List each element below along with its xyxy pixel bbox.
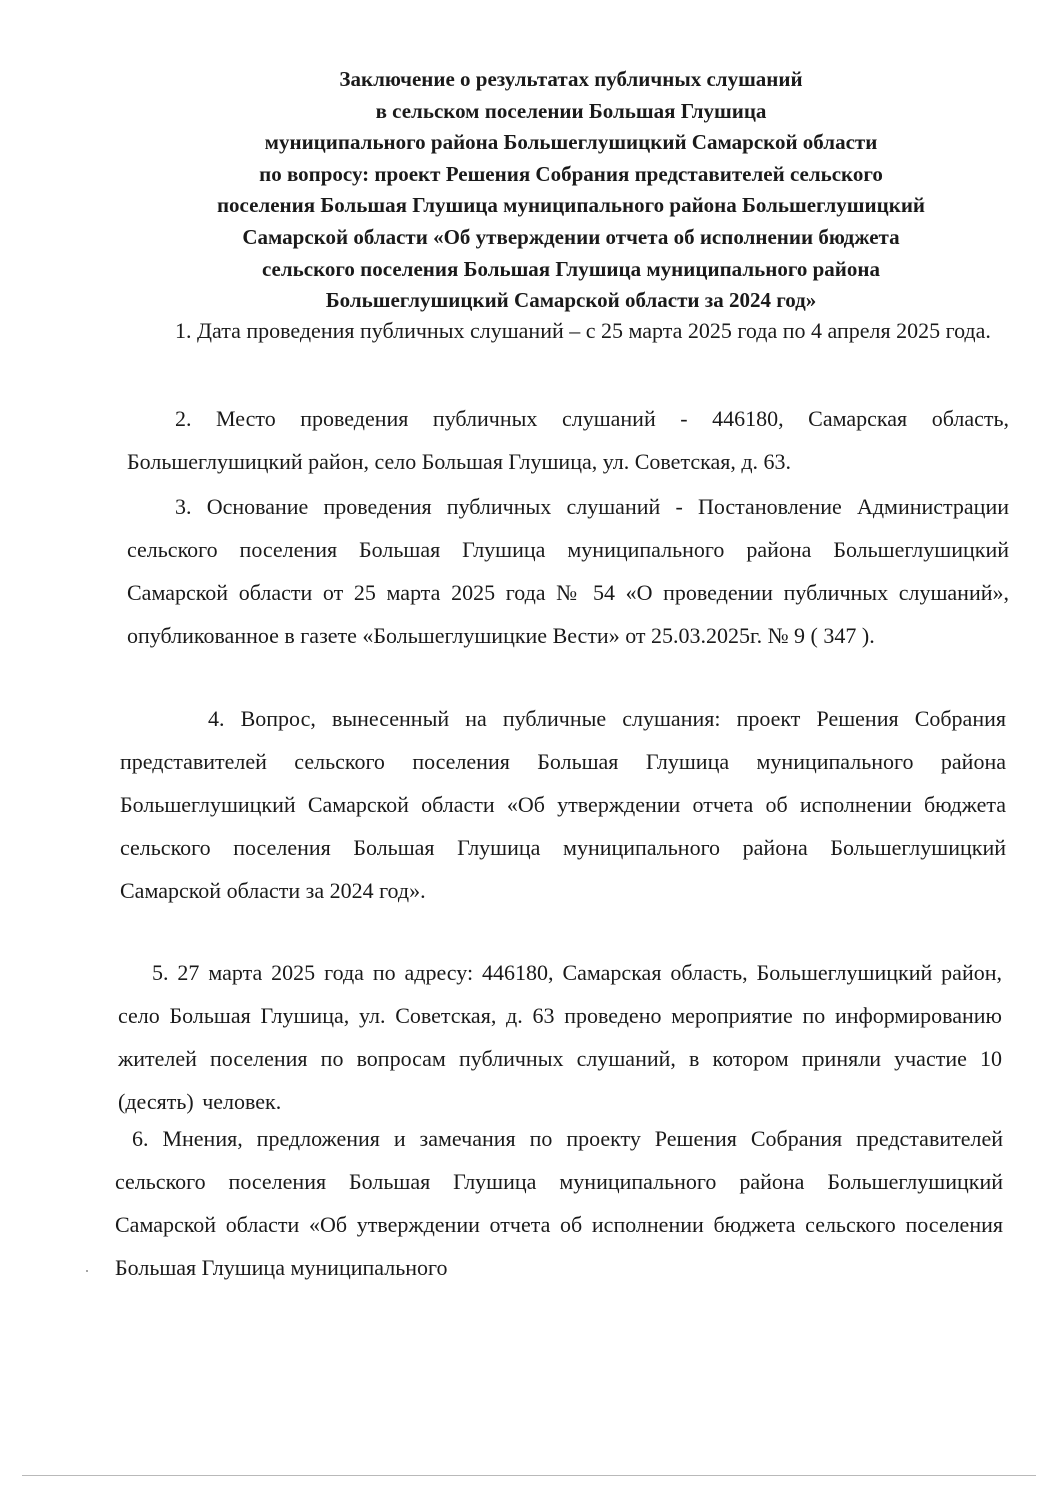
paragraph-hearing-dates: 1. Дата проведения публичных слушаний – с 25 марта 2025 года по 4 апреля 2025 года. (175, 318, 991, 343)
page-blank-area (115, 1290, 1003, 1330)
title-line: сельского поселения Большая Глушица муниципального района (261, 256, 880, 281)
paragraph-hearing-location: 2. Место проведения публичных слушаний - 446180, Самарская область, Большеглушицкий район, село Большая Глушица, ул. Советская, д. 63. (127, 406, 1009, 474)
title-line: Самарской области «Об утверждении отчета об исполнении бюджета (242, 224, 900, 249)
scan-speck (86, 1270, 88, 1272)
paragraph-opinions: 6. Мнения, предложения и замечания по проекту Решения Собрания представителей сельского поселения Большая Глушица муниципального района Большеглушицкий Самарской области «Об утверждении отчета об исполнении бюджета сельского поселения Большая Глушица муниципального (115, 1126, 1003, 1280)
title-line: поселения Большая Глушица муниципального района Большеглушицкий (216, 193, 926, 218)
document-title (110, 64, 1032, 317)
paragraph-information-event: 5. 27 марта 2025 года по адресу: 446180, Самарская область, Большеглушицкий район, село Большая Глушица, ул. Советская, д. 63 проведено мероприятие по информированию жителей поселения по вопросам публичных слушаний, в котором приняли участие 10 (десять) человек. (118, 960, 1002, 1114)
title-line: Большеглушицкий Самарской области за 2024 год» (325, 288, 817, 313)
paragraph-hearing-question: 4. Вопрос, вынесенный на публичные слушания: проект Решения Собрания представителей сельского поселения Большая Глушица муниципального района Большеглушицкий Самарской области «Об утверждении отчета об исполнении бюджета сельского поселения Большая Глушица муниципального района Большеглушицкий Самарской области за 2024 год». (120, 706, 1006, 903)
title-line: Заключение о результатах публичных слушаний (339, 67, 803, 91)
page-bottom-edge (22, 1475, 1036, 1476)
title-line: муниципального района Большеглушицкий Самарской области (264, 130, 878, 155)
title-line: по вопросу: проект Решения Собрания представителей сельского (259, 161, 883, 186)
paragraph-hearing-basis: 3. Основание проведения публичных слушаний - Постановление Администрации сельского поселения Большая Глушица муниципального района Большеглушицкий Самарской области от 25 марта 2025 года № 54 «О проведении публичных слушаний», опубликованное в газете «Большеглушицкие Вести» от 25.03.2025г. № 9 ( 347 ). (127, 494, 1009, 648)
title-line: в сельском поселении Большая Глушица (375, 98, 767, 123)
